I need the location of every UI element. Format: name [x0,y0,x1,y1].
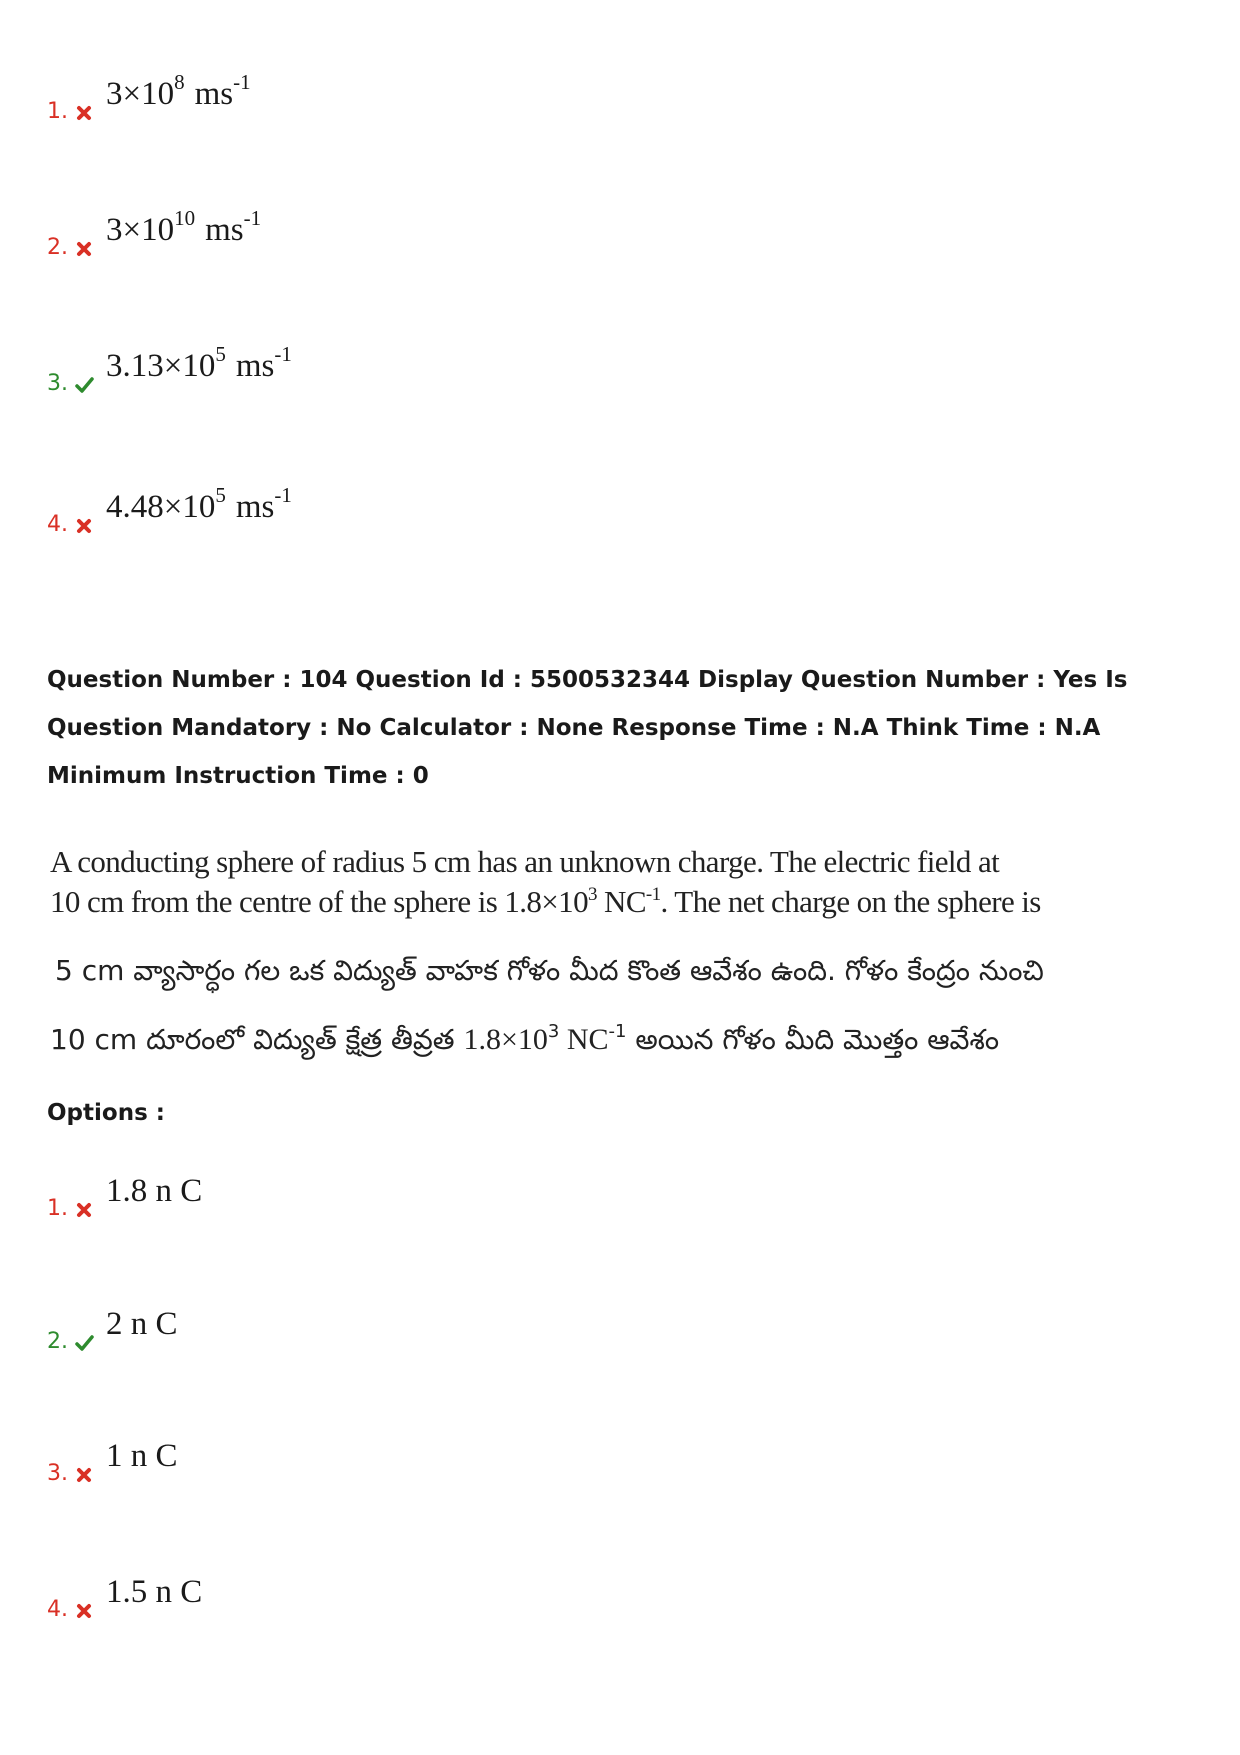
option-value: 1.5 n C [106,1574,203,1610]
option-number: 3. [47,371,68,396]
option-number: 2. [47,235,68,260]
cross-icon [74,103,94,123]
option-1 [47,1152,202,1222]
option-value: $3\times 10^8$ $ms^{-1}$ [106,70,251,112]
option-value: $3\times 10^{10}$ $ms^{-1}$ [106,206,262,248]
prev-option-4 [47,468,292,538]
option-number: 4. [47,512,68,537]
option-number: 2. [47,1329,68,1354]
question-line-1: A conducting sphere of radius 5 cm has an unknown charge. The electric field at [50,844,1000,879]
options-label: Options : [47,1100,165,1126]
option-number: 3. [47,1461,68,1486]
cross-icon [74,239,94,259]
question-meta: Question Number : 104 Question Id : 5500532344 Display Question Number : Yes Is Question Mandatory : No Calculator : None Response Time : N.A Think Time : N.A Minimum Instruction Time : 0 [47,667,1128,789]
prev-option-3 [47,327,292,397]
cross-icon [74,1200,94,1220]
prev-option-2 [47,191,261,261]
question-text-telugu-line-2: 10 cm దూరంలో విద్యుత్ క్షేత్ర తీవ్రత $1.8\times 10^3$ $NC^{-1}$ అయిన గోళం మీది మొత్తం ఆవేశం [50,1021,1000,1056]
question-text-telugu-line-1: 5 cm వ్యాసార్ధం గల ఒక విద్యుత్ వాహక గోళం మీద కొంత ఆవేశం ఉంది. గోళం కేంద్రం నుంచి [55,954,1044,987]
check-icon [74,375,94,395]
question-line-2: 10 cm from the centre of the sphere is $1.8\times 10^3$ $NC^{-1}$. The net charge on the sphere is [50,884,1041,919]
option-value: 1 n C [106,1438,178,1474]
check-icon [74,1333,94,1353]
prev-option-1 [47,55,251,125]
option-value: 2 n C [106,1306,178,1342]
option-4 [47,1553,202,1623]
option-2 [47,1285,178,1355]
option-value: $3.13\times 10^5$ $ms^{-1}$ [106,342,292,384]
option-value: 1.8 n C [106,1173,203,1209]
cross-icon [74,516,94,536]
option-3 [47,1417,178,1487]
question-text-english [50,842,1050,922]
option-number: 1. [47,99,68,124]
cross-icon [74,1601,94,1621]
option-number: 4. [47,1597,68,1622]
option-value: $4.48\times 10^5$ $ms^{-1}$ [106,483,292,525]
cross-icon [74,1465,94,1485]
option-number: 1. [47,1196,68,1221]
